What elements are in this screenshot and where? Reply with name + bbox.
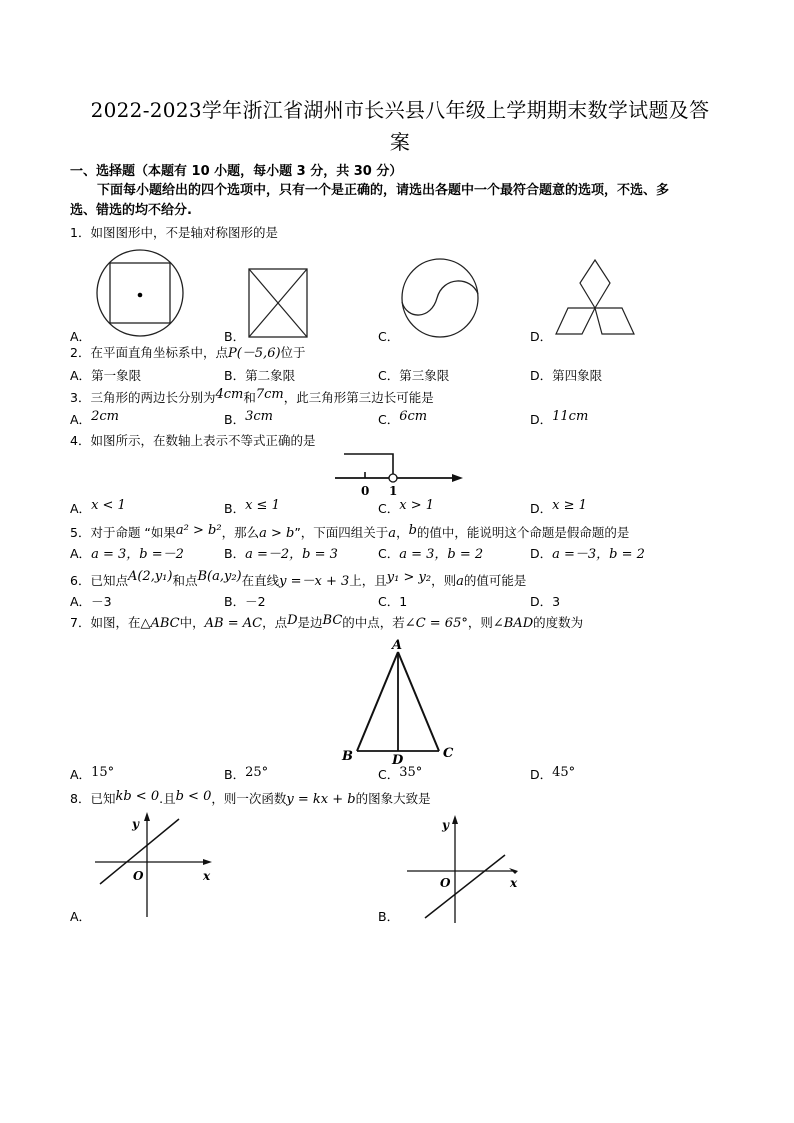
question-6-stem: 6．已知点A(2,y₁)和点B(a,y₂)在直线y =－x + 3上，且y₁ > y₂，则a的值可能是 [70, 569, 527, 589]
question-4-stem: 4．如图所示，在数轴上表示不等式正确的是 [70, 433, 316, 448]
q2-option-c[interactable]: C．第三象限 [378, 368, 450, 383]
svg-text:y: y [132, 817, 139, 831]
q1-option-c-label[interactable]: C． [378, 329, 400, 344]
q2-option-d[interactable]: D．第四象限 [530, 368, 603, 383]
svg-text:D: D [392, 753, 404, 768]
svg-text:O: O [440, 876, 451, 890]
document-title-line1: 2022-2023学年浙江省湖州市长兴县八年级上学期期末数学试题及答 [90, 98, 710, 122]
q3-option-d[interactable]: D．11cm [530, 409, 589, 427]
question-8-stem: 8．已知kb < 0.且b < 0，则一次函数y = kx + b的图象大致是 [70, 789, 431, 807]
q1-option-b-label[interactable]: B． [224, 329, 246, 344]
q3-option-c[interactable]: C．6cm [378, 409, 428, 427]
question-1-stem: 1．如图图形中，不是轴对称图形的是 [70, 225, 278, 240]
svg-text:0: 0 [361, 484, 370, 498]
q4-number-line-figure [335, 452, 465, 497]
svg-text:x: x [510, 876, 518, 890]
q1-option-a-label[interactable]: A． [70, 329, 92, 344]
q6-option-d[interactable]: D．3 [530, 594, 561, 609]
svg-text:B: B [342, 749, 353, 764]
question-7-stem: 7．如图，在△ABC中，AB = AC，点D是边BC的中点，若∠C = 65°，则∠BAD的度数为 [70, 613, 584, 631]
question-5-stem: 5．对于命题 “如果a² > b²，那么a > b”，下面四组关于a，b的值中，能说明这个命题是假命题的是 [70, 523, 630, 541]
q4-option-b[interactable]: B．x ≤ 1 [224, 498, 280, 516]
svg-text:O: O [133, 869, 144, 883]
q2-option-b[interactable]: B．第二象限 [224, 368, 296, 383]
q8-graph-b [405, 815, 525, 925]
svg-text:C: C [443, 746, 454, 761]
q5-option-d[interactable]: D．a =－3，b = 2 [530, 546, 645, 562]
svg-text:A: A [392, 638, 403, 653]
q7-triangle-figure [340, 636, 460, 768]
q5-option-a[interactable]: A．a = 3，b =－2 [70, 546, 184, 562]
svg-text:x: x [203, 869, 211, 883]
q5-option-c[interactable]: C．a = 3，b = 2 [378, 546, 484, 562]
q7-option-a[interactable]: A．15° [70, 765, 115, 782]
q7-option-d[interactable]: D．45° [530, 765, 576, 782]
q6-option-a[interactable]: A．－3 [70, 594, 112, 609]
q1-figure-c [401, 258, 481, 338]
document-title-line2: 案 [389, 130, 411, 154]
section-instruction-line1: 下面每小题给出的四个选项中，只有一个是正确的，请选出各题中一个最符合题意的选项，不选、多 [97, 183, 670, 198]
q6-option-c[interactable]: C．1 [378, 594, 408, 609]
q1-figure-b [248, 268, 310, 338]
q1-figure-a [95, 248, 185, 338]
q4-option-a[interactable]: A．x < 1 [70, 498, 126, 516]
q4-option-d[interactable]: D．x ≥ 1 [530, 498, 587, 516]
q3-option-a[interactable]: A．2cm [70, 409, 119, 427]
q8-option-a-label[interactable]: A． [70, 909, 92, 924]
q7-option-b[interactable]: B．25° [224, 765, 269, 782]
q7-option-c[interactable]: C．35° [378, 765, 423, 782]
q4-option-c[interactable]: C．x > 1 [378, 498, 434, 516]
question-2-stem: 2．在平面直角坐标系中，点P(－5,6)位于 [70, 345, 306, 361]
section-heading: 一、选择题（本题有 10 小题，每小题 3 分，共 30 分） [70, 164, 403, 179]
svg-text:y: y [442, 818, 449, 832]
svg-text:1: 1 [389, 484, 398, 498]
section-instruction-line2: 选、错选的均不给分. [70, 203, 192, 218]
question-3-stem: 3．三角形的两边长分别为4cm和7cm，此三角形第三边长可能是 [70, 387, 434, 405]
q1-option-d-label[interactable]: D． [530, 329, 553, 344]
q8-graph-a [95, 812, 215, 922]
q5-option-b[interactable]: B．a =－2，b = 3 [224, 546, 338, 562]
q6-option-b[interactable]: B．－2 [224, 594, 266, 609]
q2-option-a[interactable]: A．第一象限 [70, 368, 142, 383]
q8-option-b-label[interactable]: B． [378, 909, 400, 924]
q1-figure-d [555, 258, 635, 338]
q3-option-b[interactable]: B．3cm [224, 409, 273, 427]
